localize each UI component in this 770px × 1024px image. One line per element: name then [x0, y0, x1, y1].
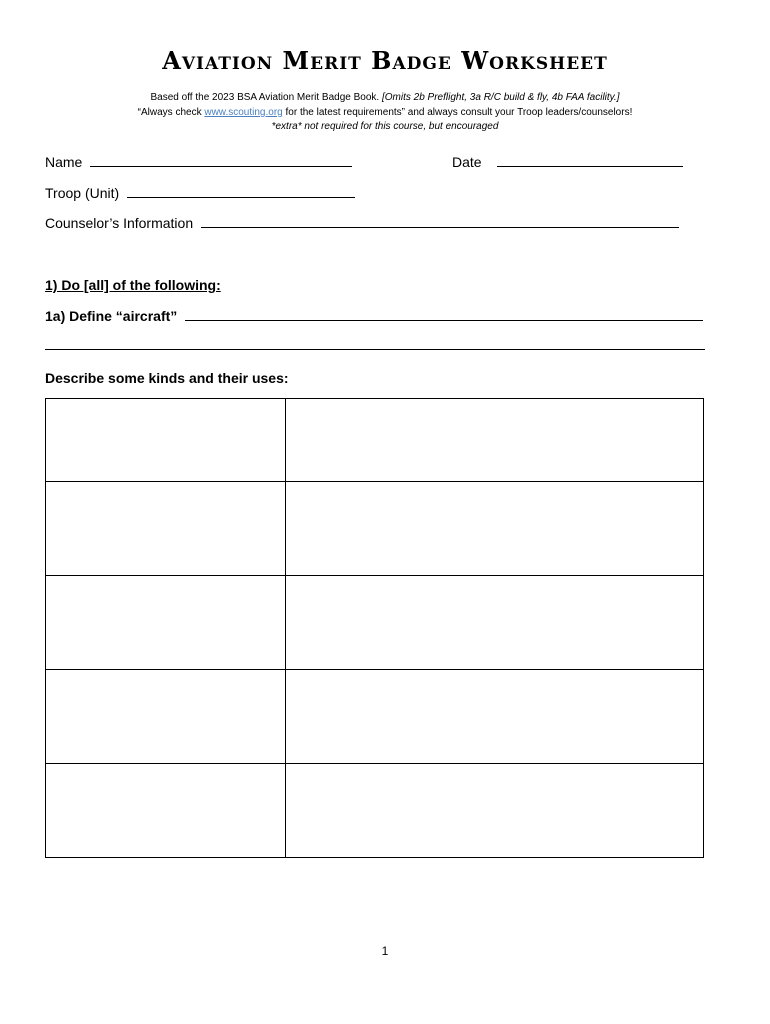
table-row [46, 670, 704, 764]
subtitle-line-1 [0, 91, 770, 104]
kind-cell[interactable] [46, 670, 286, 764]
subtitle-source: Based off the 2023 BSA Aviation Merit Badge Book. [150, 92, 380, 103]
counselor-blank[interactable] [201, 215, 679, 228]
scouting-link[interactable]: www.scouting.org [204, 107, 283, 118]
use-cell[interactable] [286, 399, 704, 482]
page-number: 1 [381, 944, 389, 958]
name-label: Name [45, 154, 83, 170]
define-aircraft-label: 1a) Define “aircraft” [45, 308, 178, 324]
counselor-label: Counselor’s Information [45, 215, 194, 231]
requirement-1-heading: 1) Do [all] of the following: [45, 277, 221, 293]
subtitle-check-suffix: for the latest requirements” and always consult your Troop leaders/counselors! [285, 107, 633, 118]
troop-field [45, 185, 355, 201]
use-cell[interactable] [286, 670, 704, 764]
subtitle-omissions: [Omits 2b Preflight, 3a R/C build & fly, 4b FAA facility.] [381, 92, 620, 103]
date-label: Date [452, 154, 482, 170]
table-row [46, 764, 704, 858]
kind-cell[interactable] [46, 764, 286, 858]
aircraft-kinds-table [45, 398, 704, 858]
use-cell[interactable] [286, 482, 704, 576]
table-row [46, 482, 704, 576]
kind-cell[interactable] [46, 482, 286, 576]
describe-prompt: Describe some kinds and their uses: [45, 370, 289, 386]
use-cell[interactable] [286, 764, 704, 858]
page-title: Aviation Merit Badge Worksheet [162, 46, 608, 75]
name-blank[interactable] [90, 154, 352, 167]
name-field [45, 154, 352, 170]
define-aircraft-blank[interactable] [185, 308, 703, 321]
troop-label: Troop (Unit) [45, 185, 120, 201]
requirement-1a [45, 308, 703, 324]
table-row [46, 576, 704, 670]
define-aircraft-blank-line-2[interactable] [45, 349, 705, 350]
troop-blank[interactable] [127, 185, 355, 198]
date-field [452, 154, 683, 170]
subtitle-line-2 [0, 106, 770, 119]
use-cell[interactable] [286, 576, 704, 670]
table-row [46, 399, 704, 482]
subtitle-check-prefix: “Always check [137, 107, 202, 118]
subtitle-extra-note: *extra* not required for this course, but encouraged [271, 121, 499, 132]
kind-cell[interactable] [46, 399, 286, 482]
counselor-field [45, 215, 679, 231]
kind-cell[interactable] [46, 576, 286, 670]
date-blank[interactable] [497, 154, 683, 167]
